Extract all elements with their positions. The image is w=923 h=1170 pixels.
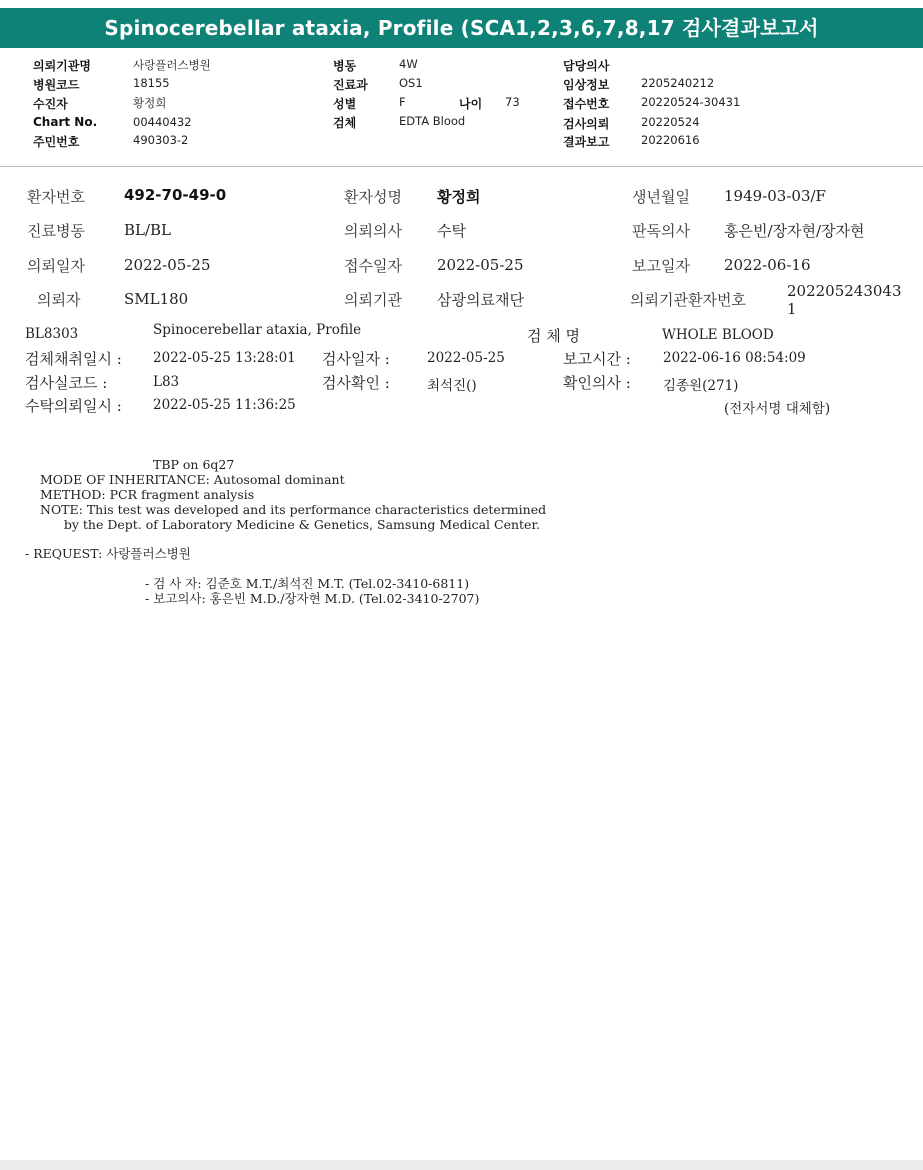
lab-code-label: 검사실코드 : — [25, 374, 108, 392]
confirm: 최석진() — [427, 378, 477, 394]
info-label: 임상정보 — [563, 78, 610, 92]
report-date: 2022-06-16 — [724, 256, 811, 274]
ward: BL/BL — [124, 221, 172, 239]
requester: SML180 — [124, 290, 189, 308]
test-code: BL8303 — [25, 326, 79, 342]
req-inst-label: 의뢰기관 — [344, 291, 402, 309]
hospital-info-block — [0, 48, 923, 167]
method-line: METHOD: PCR fragment analysis — [40, 487, 255, 502]
consign-label: 수탁의뢰일시 : — [25, 397, 122, 415]
confirm-doctor: 김종원(271) — [663, 378, 739, 394]
age-label: 나이 — [459, 97, 483, 111]
note-line-1: NOTE: This test was developed and its performance characteristics determined — [40, 502, 547, 517]
inst-patient-no-line2: 1 — [787, 300, 797, 318]
info-value: 사랑플러스병원 — [133, 58, 211, 72]
info-label: 결과보고 — [563, 135, 610, 149]
test-date: 2022-05-25 — [427, 350, 505, 366]
consign-datetime: 2022-05-25 11:36:25 — [153, 397, 296, 413]
collect-label: 검체채취일시 : — [25, 350, 122, 368]
req-date-label: 의뢰일자 — [27, 257, 85, 275]
dob-label: 생년월일 — [632, 188, 690, 206]
info-label: 병동 — [333, 59, 357, 73]
reporter-line: - 보고의사: 홍은빈 M.D./장자현 M.D. (Tel.02-3410-2707) — [145, 591, 480, 606]
patient-no-label: 환자번호 — [27, 188, 85, 206]
inheritance-line: MODE OF INHERITANCE: Autosomal dominant — [40, 472, 345, 487]
info-label: 담당의사 — [563, 59, 610, 73]
report-title: Spinocerebellar ataxia, Profile (SCA1,2,3,6,7,8,17 검사결과보고서 — [0, 8, 923, 48]
dob: 1949-03-03/F — [724, 187, 826, 205]
info-label: 접수번호 — [563, 97, 610, 111]
reading-doctor: 홍은빈/장자현/장자현 — [724, 222, 865, 240]
confirm-doctor-label: 확인의사 : — [563, 374, 631, 392]
info-value: 20220524 — [641, 115, 700, 129]
recv-date: 2022-05-25 — [437, 256, 524, 274]
info-value: 2205240212 — [641, 76, 715, 90]
req-doctor: 수탁 — [437, 222, 466, 240]
info-value: EDTA Blood — [399, 114, 466, 128]
info-label: Chart No. — [33, 115, 98, 129]
info-label: 성별 — [333, 97, 357, 111]
info-value: OS1 — [399, 76, 423, 90]
test-date-label: 검사일자 : — [322, 350, 390, 368]
info-label: 수진자 — [33, 97, 68, 111]
gene-line: TBP on 6q27 — [153, 457, 235, 472]
info-value: 20220616 — [641, 133, 700, 147]
inst-patient-no-label: 의뢰기관환자번호 — [630, 291, 746, 309]
examiner-line: - 검 사 자: 김준호 M.T./최석진 M.T. (Tel.02-3410-6811) — [145, 576, 470, 591]
note-line-2: by the Dept. of Laboratory Medicine & Genetics, Samsung Medical Center. — [40, 517, 541, 532]
info-label: 검사의뢰 — [563, 117, 610, 131]
footer-strip — [0, 1160, 923, 1170]
patient-name-label: 환자성명 — [344, 188, 402, 206]
info-value: 4W — [399, 57, 418, 71]
info-value: F — [399, 95, 406, 109]
patient-no: 492-70-49-0 — [124, 186, 227, 204]
info-value: 20220524-30431 — [641, 95, 741, 109]
specimen: WHOLE BLOOD — [662, 327, 774, 343]
info-label: 의뢰기관명 — [33, 59, 91, 73]
info-label: 병원코드 — [33, 78, 80, 92]
report-time: 2022-06-16 08:54:09 — [663, 350, 806, 366]
recv-date-label: 접수일자 — [344, 257, 402, 275]
report-date-label: 보고일자 — [632, 257, 690, 275]
req-doctor-label: 의뢰의사 — [344, 222, 402, 240]
req-date: 2022-05-25 — [124, 256, 211, 274]
info-label: 진료과 — [333, 78, 368, 92]
test-name: Spinocerebellar ataxia, Profile — [153, 322, 362, 338]
request-line: - REQUEST: 사랑플러스병원 — [25, 546, 191, 561]
collect-datetime: 2022-05-25 13:28:01 — [153, 350, 296, 366]
info-value: 황정희 — [133, 96, 167, 110]
esign-note: (전자서명 대체함) — [724, 401, 831, 417]
report-time-label: 보고시간 : — [563, 350, 631, 368]
info-value: 00440432 — [133, 115, 192, 129]
reading-doctor-label: 판독의사 — [632, 222, 690, 240]
inst-patient-no-line1: 202205243043 — [787, 282, 902, 300]
info-label: 주민번호 — [33, 135, 80, 149]
ward-label: 진료병동 — [27, 222, 85, 240]
requester-label: 의뢰자 — [37, 291, 81, 309]
confirm-label: 검사확인 : — [322, 374, 390, 392]
info-label: 검체 — [333, 116, 357, 130]
info-value: 18155 — [133, 76, 170, 90]
info-value: 490303-2 — [133, 133, 189, 147]
req-inst: 삼광의료재단 — [437, 291, 524, 309]
specimen-label: 검 체 명 — [527, 327, 581, 345]
patient-name: 황정희 — [437, 188, 481, 206]
age-value: 73 — [505, 95, 520, 109]
lab-code: L83 — [153, 374, 180, 390]
